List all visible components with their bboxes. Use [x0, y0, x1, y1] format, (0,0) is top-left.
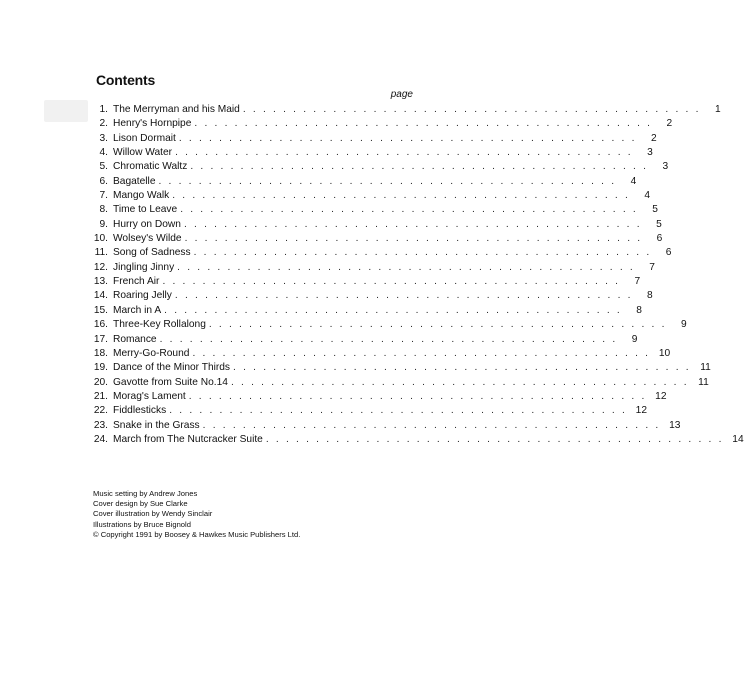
- entry-title: March from The Nutcracker Suite: [113, 433, 263, 445]
- entry-number: 18.: [93, 347, 108, 359]
- credits-block: [93, 489, 300, 540]
- entry-page-number: 6: [665, 247, 672, 259]
- toc-entry: [86, 103, 721, 117]
- dot-leader: . . . . . . . . . . . . . . . . . . . . . . . . . . . . . . . . . . . . . . . . . . . . . .: [174, 290, 633, 302]
- entry-number: 1.: [99, 104, 108, 115]
- scan-smudge: [44, 100, 88, 122]
- dot-leader: . . . . . . . . . . . . . . . . . . . . . . . . . . . . . . . . . . . . . . . . . . . . . .: [177, 261, 635, 273]
- entry-page-number: 5: [656, 218, 662, 230]
- entry-title: Three-Key Rollalong: [113, 319, 206, 331]
- entry-title: Willow Water: [113, 147, 173, 159]
- dot-leader: . . . . . . . . . . . . . . . . . . . . . . . . . . . . . . . . . . . . . . . . . . . . . .: [162, 276, 621, 288]
- entry-title: The Merryman and his Maid: [113, 104, 240, 115]
- entry-page-number: 9: [631, 333, 638, 345]
- entry-title: Chromatic Waltz: [113, 161, 188, 173]
- dot-leader: . . . . . . . . . . . . . . . . . . . . . . . . . . . . . . . . . . . . . . . . . . . . . .: [242, 104, 701, 115]
- toc-entry: [86, 218, 662, 232]
- entry-page-number: 2: [650, 132, 657, 144]
- toc-entry: [86, 132, 657, 146]
- entry-title: March in A: [113, 304, 162, 316]
- entry-page-number: 11: [698, 376, 709, 388]
- entry-page-number: 4: [644, 190, 651, 202]
- dot-leader: . . . . . . . . . . . . . . . . . . . . . . . . . . . . . . . . . . . . . . . . . . . . . .: [188, 390, 647, 402]
- entry-title: Gavotte from Suite No.14: [113, 376, 228, 388]
- entry-number: 2.: [99, 118, 108, 130]
- toc-entry: [86, 390, 667, 404]
- dot-leader: . . . . . . . . . . . . . . . . . . . . . . . . . . . . . . . . . . . . . . . . . . . . . .: [230, 376, 689, 388]
- credit-line: © Copyright 1991 by Boosey & Hawkes Music Publishers Ltd.: [93, 529, 301, 539]
- entry-title: Dance of the Minor Thirds: [113, 362, 231, 374]
- entry-number: 4.: [99, 147, 108, 159]
- toc-entry: [86, 246, 672, 260]
- dot-leader: . . . . . . . . . . . . . . . . . . . . . . . . . . . . . . . . . . . . . . . . . . . . . .: [180, 204, 638, 216]
- entry-title: Time to Leave: [113, 204, 178, 216]
- credit-line: Cover design by Sue Clarke: [93, 499, 188, 509]
- credit-line: Music setting by Andrew Jones: [93, 489, 198, 498]
- entry-number: 14.: [93, 290, 108, 302]
- toc-entry: [86, 160, 669, 174]
- entry-number: 8.: [99, 204, 108, 216]
- entry-page-number: 6: [656, 233, 663, 245]
- entry-page-number: 12: [635, 405, 647, 417]
- entry-title: Fiddlesticks: [113, 405, 167, 417]
- entry-number: 16.: [93, 319, 108, 331]
- toc-entry: [86, 203, 658, 217]
- toc-entry: [86, 189, 651, 203]
- toc-entry: [86, 117, 673, 131]
- toc-entry: [86, 361, 711, 375]
- toc-entry: [86, 304, 642, 318]
- dot-leader: . . . . . . . . . . . . . . . . . . . . . . . . . . . . . . . . . . . . . . . . . . . . . .: [265, 433, 724, 445]
- toc-entry: [86, 376, 709, 390]
- entry-page-number: 7: [649, 261, 655, 273]
- entry-number: 13.: [93, 276, 108, 288]
- entry-number: 24.: [93, 433, 108, 445]
- table-of-contents: [86, 103, 744, 447]
- entry-title: Wolsey's Wilde: [113, 233, 182, 245]
- page-title: Contents: [96, 72, 156, 88]
- entry-title: Song of Sadness: [113, 247, 191, 259]
- entry-number: 21.: [93, 390, 108, 402]
- entry-page-number: 8: [636, 304, 642, 316]
- entry-number: 3.: [99, 132, 108, 144]
- entry-page-number: 8: [647, 290, 653, 302]
- toc-entry: [86, 261, 655, 275]
- entry-title: Snake in the Grass: [113, 419, 200, 431]
- entry-page-number: 11: [700, 362, 711, 374]
- toc-entry: [86, 146, 653, 160]
- dot-leader: . . . . . . . . . . . . . . . . . . . . . . . . . . . . . . . . . . . . . . . . . . . . . .: [194, 118, 653, 130]
- entry-page-number: 12: [655, 390, 667, 402]
- entry-title: Lison Dormait: [113, 132, 176, 144]
- entry-page-number: 4: [630, 175, 637, 187]
- dot-leader: . . . . . . . . . . . . . . . . . . . . . . . . . . . . . . . . . . . . . . . . . . . . . .: [190, 161, 649, 173]
- entry-title: Henry's Hornpipe: [113, 118, 192, 130]
- entry-number: 12.: [93, 261, 108, 273]
- toc-entry: [86, 433, 744, 447]
- entry-number: 23.: [93, 419, 108, 431]
- dot-leader: . . . . . . . . . . . . . . . . . . . . . . . . . . . . . . . . . . . . . . . . . . . . . .: [184, 233, 643, 245]
- dot-leader: . . . . . . . . . . . . . . . . . . . . . . . . . . . . . . . . . . . . . . . . . . . . . .: [159, 333, 618, 345]
- entry-page-number: 10: [658, 347, 671, 359]
- toc-entry: [86, 404, 647, 418]
- toc-entry: [86, 419, 681, 433]
- entry-title: Roaring Jelly: [113, 290, 172, 302]
- toc-entry: [86, 289, 653, 303]
- entry-title: Jingling Jinny: [113, 261, 175, 273]
- entry-page-number: 1: [714, 104, 721, 115]
- entry-page-number: 13: [669, 419, 681, 431]
- dot-leader: . . . . . . . . . . . . . . . . . . . . . . . . . . . . . . . . . . . . . . . . . . . . . .: [233, 362, 691, 374]
- entry-number: 6.: [99, 175, 108, 187]
- dot-leader: . . . . . . . . . . . . . . . . . . . . . . . . . . . . . . . . . . . . . . . . . . . . . .: [169, 405, 627, 417]
- dot-leader: . . . . . . . . . . . . . . . . . . . . . . . . . . . . . . . . . . . . . . . . . . . . . .: [164, 304, 622, 316]
- credit-line: Cover illustration by Wendy Sinclair: [93, 509, 213, 519]
- toc-entry: [86, 333, 638, 347]
- dot-leader: . . . . . . . . . . . . . . . . . . . . . . . . . . . . . . . . . . . . . . . . . . . . . .: [202, 419, 661, 431]
- entry-page-number: 5: [652, 204, 658, 216]
- entry-number: 10.: [93, 233, 108, 245]
- entry-number: 5.: [99, 161, 108, 173]
- entry-page-number: 14: [732, 433, 744, 445]
- page-column-label: page: [390, 89, 413, 100]
- dot-leader: . . . . . . . . . . . . . . . . . . . . . . . . . . . . . . . . . . . . . . . . . . . . . .: [208, 319, 667, 331]
- entry-page-number: 3: [662, 161, 669, 173]
- entry-number: 11.: [94, 247, 108, 259]
- entry-number: 9.: [99, 218, 108, 230]
- entry-page-number: 3: [647, 147, 653, 159]
- dot-leader: . . . . . . . . . . . . . . . . . . . . . . . . . . . . . . . . . . . . . . . . . . . . . .: [172, 190, 631, 202]
- entry-page-number: 9: [680, 319, 687, 331]
- entry-page-number: 7: [634, 276, 641, 288]
- entry-number: 22.: [93, 405, 108, 417]
- toc-entry: [86, 232, 663, 246]
- entry-title: Merry-Go-Round: [113, 347, 190, 359]
- dot-leader: . . . . . . . . . . . . . . . . . . . . . . . . . . . . . . . . . . . . . . . . . . . . . .: [193, 247, 652, 259]
- toc-entry: [86, 347, 671, 361]
- credit-line: Illustrations by Bruce Bignold: [93, 519, 191, 529]
- entry-title: Hurry on Down: [113, 218, 181, 230]
- entry-title: Romance: [113, 333, 157, 345]
- entry-title: French Air: [113, 276, 160, 288]
- dot-leader: . . . . . . . . . . . . . . . . . . . . . . . . . . . . . . . . . . . . . . . . . . . . . .: [178, 132, 637, 144]
- entry-number: 20.: [93, 376, 108, 388]
- entry-title: Mango Walk: [113, 190, 170, 202]
- entry-page-number: 2: [666, 118, 673, 130]
- dot-leader: . . . . . . . . . . . . . . . . . . . . . . . . . . . . . . . . . . . . . . . . . . . . . .: [192, 347, 651, 359]
- toc-entry: [86, 318, 687, 332]
- entry-number: 7.: [99, 190, 108, 202]
- toc-entry: [86, 175, 637, 189]
- toc-entry: [86, 275, 641, 289]
- dot-leader: . . . . . . . . . . . . . . . . . . . . . . . . . . . . . . . . . . . . . . . . . . . . . .: [175, 147, 633, 159]
- entry-number: 17.: [93, 333, 108, 345]
- entry-number: 19.: [93, 362, 108, 374]
- dot-leader: . . . . . . . . . . . . . . . . . . . . . . . . . . . . . . . . . . . . . . . . . . . . . .: [183, 218, 642, 230]
- dot-leader: . . . . . . . . . . . . . . . . . . . . . . . . . . . . . . . . . . . . . . . . . . . . . .: [158, 175, 617, 187]
- entry-number: 15.: [93, 304, 108, 316]
- entry-title: Morag's Lament: [113, 390, 186, 402]
- entry-title: Bagatelle: [113, 175, 156, 187]
